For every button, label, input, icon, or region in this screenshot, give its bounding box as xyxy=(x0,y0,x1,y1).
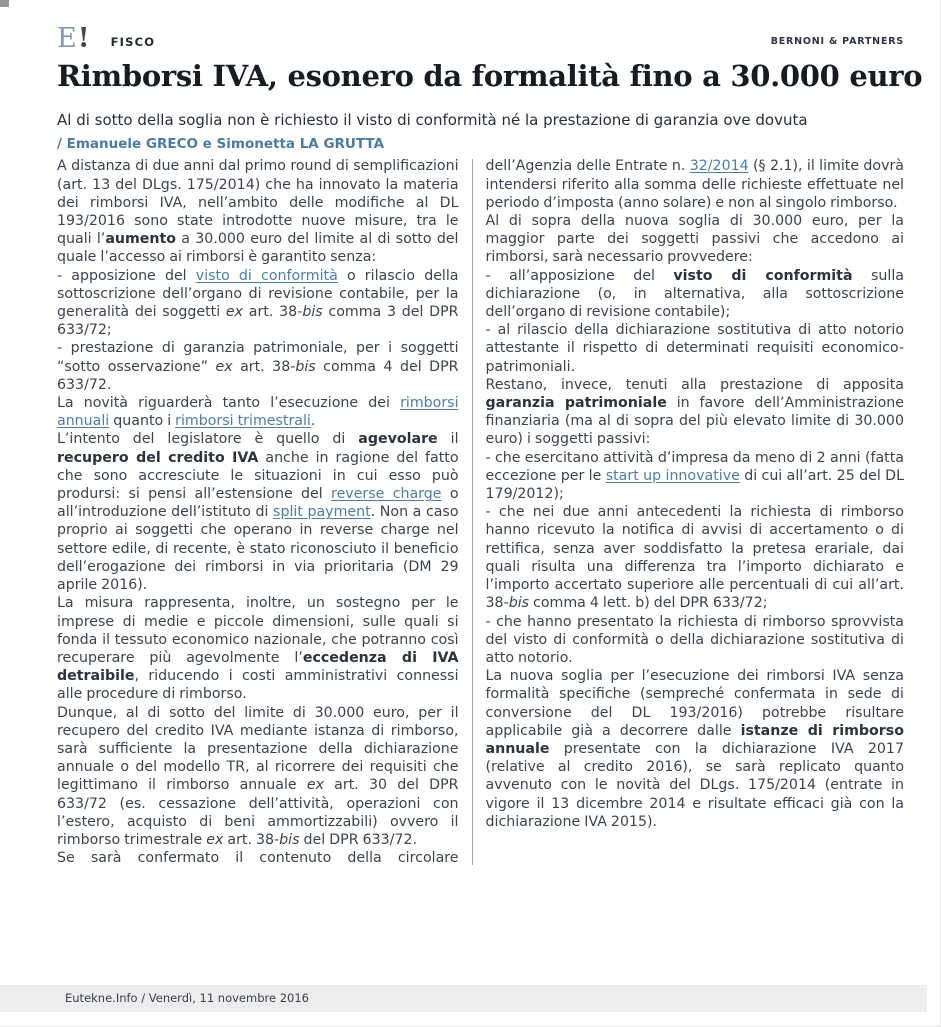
text-segment: bis xyxy=(295,358,316,375)
paragraph xyxy=(486,503,904,612)
text-segment: ex xyxy=(215,358,233,375)
paragraph xyxy=(486,321,904,376)
article-body xyxy=(57,157,904,867)
text-segment: aumento xyxy=(105,231,177,248)
text-segment: a 30.000 euro del limite al di sotto del quale l’accesso ai rimborsi è garantito senza: xyxy=(57,231,459,266)
brand xyxy=(57,23,156,54)
text-segment: - che nei due anni antecedenti la richiesta di rimborso hanno ricevuto la notifica di avvisi di accertamento o di rettifica, senza aver soddisfatto la pretesa erariale, dai quali risulta una differenza tra l’importo dichiarato e l’importo accertato superiore alle percentuali di cui all’art. 38- xyxy=(485,504,904,612)
paragraph xyxy=(57,430,459,594)
text-segment: istanze di rimborso annuale xyxy=(485,722,904,757)
paragraph xyxy=(486,449,904,504)
paragraph xyxy=(57,339,459,394)
text-segment: - che esercitano attività d’impresa da meno di 2 anni (fatta eccezione per le xyxy=(485,449,904,484)
text-segment: bis xyxy=(279,831,300,848)
text-segment: art. 38- xyxy=(232,358,296,375)
text-segment: quanto i xyxy=(109,413,176,430)
section-label: FISCO xyxy=(110,35,156,49)
text-segment: La nuova soglia per l’esecuzione dei rimborsi IVA senza formalità specifiche (sempreché confermata in sede di conversione del DL 193/2016) potrebbe risultare applicabile già a decorrere dalle xyxy=(485,668,904,739)
text-segment: (§ 2.1), il limite dovrà intendersi riferito alla somma delle richieste effettuate nel periodo d’imposta (anno solare) e non al singolo rimborso. xyxy=(485,158,905,211)
text-segment: - apposizione del xyxy=(57,267,196,284)
text-segment: - all’apposizione del xyxy=(485,267,674,284)
eutekne-logo xyxy=(57,23,91,54)
paragraph xyxy=(57,704,459,850)
inline-link[interactable]: rimborsi trimestrali xyxy=(175,413,311,430)
text-segment: Dunque, al di sotto del limite di 30.000 euro, per il recupero del credito IVA mediante istanza di rimborso, sarà sufficiente la presentazione della dichiarazione annuale o del modello TR, al ricorrere dei requisiti che legittimano il rimborso annuale xyxy=(57,704,459,794)
window-corner-mark xyxy=(0,0,9,7)
text-segment: presentate con la dichiarazione IVA 2017 (relative al credito 2016), se sarà replicato quanto avvenuto con le novità del DLgs. 175/2014 (entrate in vigore il 13 dicembre 2014 e risultate efficaci già con la dichiarazione IVA 2015). xyxy=(485,740,904,830)
text-segment: bis xyxy=(508,595,530,612)
paragraph xyxy=(486,613,904,668)
text-segment: - al rilascio della dichiarazione sostitutiva di atto notorio attestante il rispetto di determinati requisiti economico-patrimoniali. xyxy=(485,322,904,375)
text-segment: il xyxy=(437,431,459,448)
text-segment: Restano, invece, tenuti alla prestazione di apposita xyxy=(485,376,904,393)
text-segment: L’intento del legislatore è quello di xyxy=(57,431,359,448)
text-segment: - prestazione di garanzia patrimoniale, per i soggetti “sotto osservazione” xyxy=(57,340,459,375)
text-segment: comma 3 del DPR 633/72; xyxy=(57,304,459,339)
text-segment: . xyxy=(310,413,316,430)
text-segment: di cui all’art. 25 del DL 179/2012); xyxy=(485,467,904,503)
text-segment: bis xyxy=(302,304,323,321)
firm-name: BERNONI & PARTNERS xyxy=(770,36,904,47)
inline-link[interactable]: split payment xyxy=(273,504,371,521)
paragraph xyxy=(486,376,904,449)
paragraph xyxy=(486,667,904,831)
text-segment: art. 38- xyxy=(223,831,280,848)
text-segment: La misura rappresenta, inoltre, un sostegno per le imprese di medie e piccole dimensioni, sulle quali si fonda il tessuto economico nazionale, che potranno così recuperare più agevolmente l’ xyxy=(57,595,459,666)
paragraph xyxy=(57,394,459,430)
text-segment: o rilascio della sottoscrizione dell’organo di revisione contabile, per la generalità dei soggetti xyxy=(57,267,459,321)
inline-link[interactable]: start up innovative xyxy=(605,467,740,484)
text-segment: visto di conformità xyxy=(673,267,853,284)
paragraph xyxy=(57,267,459,340)
text-segment: La novità riguarderà tanto l’esecuzione dei xyxy=(57,395,401,412)
text-segment: . Non a caso proprio ai soggetti che operano in reverse charge nel settore edile, di recente, è stato riconosciuto il beneficio dell’erogazione dei rimborsi in via prioritaria (DM 29 aprile 2016). xyxy=(57,504,459,594)
article-byline: / Emanuele GRECO e Simonetta LA GRUTTA xyxy=(57,136,385,153)
text-segment: art. 38- xyxy=(243,304,303,321)
text-segment: Se sarà confermato il contenuto della circolare xyxy=(57,850,459,867)
article-subtitle: Al di sotto della soglia non è richiesto il visto di conformità né la prestazione di garanzia ove dovuta xyxy=(57,111,808,130)
masthead xyxy=(57,0,904,54)
footer-bar xyxy=(0,985,927,1012)
text-segment: - che hanno presentato la richiesta di rimborso sprovvista del visto di conformità o della dichiarazione sostitutiva di atto notorio. xyxy=(485,613,904,666)
logo-letter: E xyxy=(57,23,78,54)
text-segment: garanzia patrimoniale xyxy=(485,395,667,412)
paragraph xyxy=(57,157,459,266)
text-segment: ex xyxy=(306,777,324,794)
text-segment: agevolare xyxy=(358,431,438,448)
paragraph xyxy=(486,212,904,267)
text-segment: Al di sopra della nuova soglia di 30.000 euro, per la maggior parte dei soggetti passivi che accedono ai rimborsi, sarà necessario provvedere: xyxy=(485,213,904,266)
column-divider xyxy=(472,159,473,865)
text-segment: ex xyxy=(206,831,224,848)
paragraph xyxy=(57,849,459,867)
article-column-left xyxy=(57,157,459,867)
inline-link[interactable]: reverse charge xyxy=(331,486,442,503)
text-segment: , riducendo i costi amministrativi connessi alle procedure di rimborso. xyxy=(57,668,459,703)
text-segment: comma 4 del DPR 633/72. xyxy=(57,358,459,393)
inline-link[interactable]: 32/2014 xyxy=(689,158,749,175)
text-segment: dell’Agenzia delle Entrate n. xyxy=(485,158,690,175)
text-segment: sulla dichiarazione (o, in alternativa, alla sottoscrizione dell’organo di revisione contabile); xyxy=(485,267,904,321)
text-segment: eccedenza di IVA detraibile xyxy=(57,649,459,685)
text-segment: A distanza di due anni dal primo round di semplificazioni (art. 13 del DLgs. 175/2014) che ha innovato la materia dei rimborsi IVA, nell’ambito delle modifiche al DL 193/2016 sono state introdotte nuove misure, tra le quali l’ xyxy=(57,158,459,248)
text-segment: in favore dell’Amministrazione finanziaria (ma al di sopra del più elevato limite di 30.000 euro) i soggetti passivi: xyxy=(485,395,904,448)
inline-link[interactable]: visto di conformità xyxy=(195,267,338,284)
text-segment: o all’introduzione dell’istituto di xyxy=(57,486,459,521)
article-column-right xyxy=(486,157,904,867)
text-segment: comma 4 lett. b) del DPR 633/72; xyxy=(529,595,768,612)
text-segment: anche in ragione del fatto che sono accresciute le situazioni in cui esso può prodursi: si pensi all’estensione del xyxy=(57,449,459,503)
article-title: Rimborsi IVA, esonero da formalità fino a 30.000 euro xyxy=(57,59,923,93)
text-segment: ex xyxy=(225,304,244,321)
text-segment: art. 30 del DPR 633/72 (es. cessazione dell’attività, operazioni con l’estero, acquisto di beni ammortizzabili) ovvero il rimborso trimestrale xyxy=(57,777,459,848)
text-segment: recupero del credito IVA xyxy=(57,449,259,466)
paragraph xyxy=(486,157,904,212)
paragraph xyxy=(486,267,904,322)
paragraph xyxy=(57,594,459,703)
text-segment: del DPR 633/72. xyxy=(299,831,417,848)
footer-source-date: Eutekne.Info / Venerdì, 11 novembre 2016 xyxy=(65,991,309,1005)
logo-exclaim: ! xyxy=(77,23,91,54)
inline-link[interactable]: rimborsi annuali xyxy=(57,395,459,430)
